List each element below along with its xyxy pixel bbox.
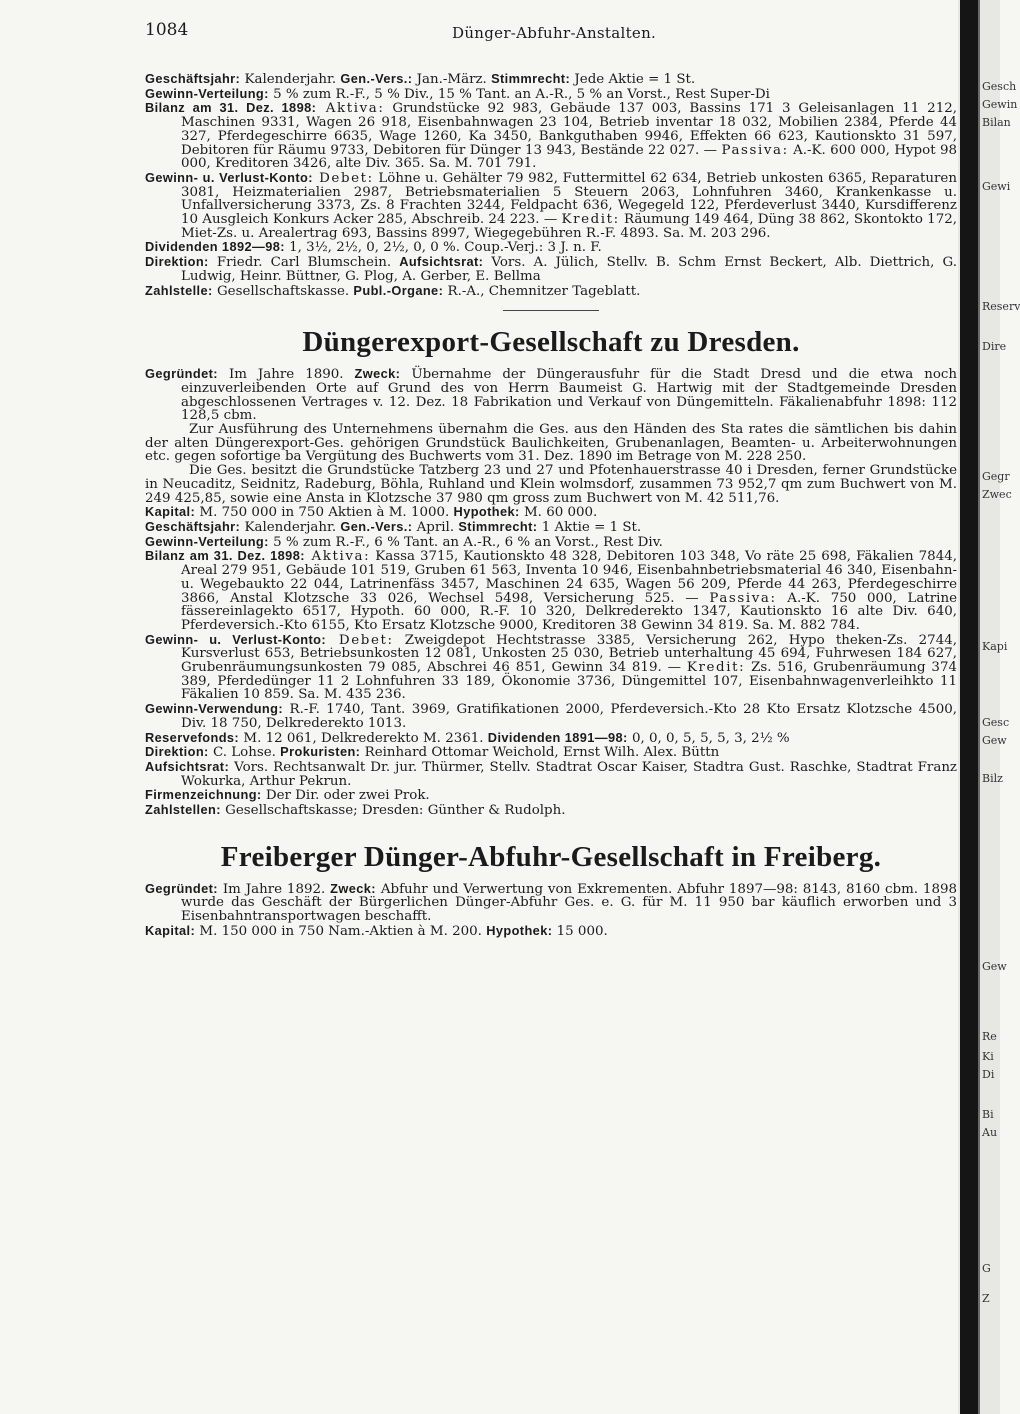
facing-page-fragment: Dire <box>982 340 1007 353</box>
binding-edge <box>958 0 1020 1414</box>
facing-page-fragment: Gew <box>982 960 1007 973</box>
entry-direktion-2: Direktion: C. Lohse. Prokuristen: Reinhard Ottomar Weichold, Ernst Wilh. Alex. Büttn <box>145 744 720 761</box>
facing-page-fragment: Di <box>982 1068 995 1081</box>
company-title-dresden: Düngerexport-Gesellschaft zu Dresden. <box>302 326 800 359</box>
page-content <box>145 72 957 939</box>
facing-page-fragment: Re <box>982 1030 997 1043</box>
facing-page-fragment: Z <box>982 1292 990 1305</box>
entry-direktion-1: Direktion: Friedr. Carl Blumschein. Aufsichtsrat: Vors. A. Jülich, Stellv. B. Schm Ernst Beckert, Alb. Diettrich, G. Ludwig, Heinr. Büttner, G. Plog, A. Gerber, E. Bellma <box>145 254 958 284</box>
facing-page-fragment: Gewin <box>982 98 1018 111</box>
company-title-freiberg: Freiberger Dünger-Abfuhr-Gesellschaft in Freiberg. <box>220 840 882 873</box>
facing-page-fragment: Gesch <box>982 80 1017 93</box>
entry-gewinn-verwendung-2: Gewinn-Verwendung: R.-F. 1740, Tant. 3969, Gratifikationen 2000, Pferdeversich.-Kto 28 Kto Ersatz Klotzsche 4500, Div. 18 750, Delkrederekto 1013. <box>145 701 957 731</box>
entry-bilanz-2: Bilanz am 31. Dez. 1898: Aktiva: Kassa 3715, Kautionskto 48 328, Debitoren 103 348, Vo räte 25 698, Fäkalien 7844, Areal 279 951, Gebäude 101 519, Gruben 61 563, Inventa 10 946, Eisenbahnbetriebsmaterial 46 340, Eisenbahn- u. Wegebaukto 22 044, Latrinenfäss 3457, Maschinen 24 635, Wagen 56 209, Pferde 44 263, Pferdegeschirre 3866, Anstal Klotzsche 33 026, Wechsel 5498, Versicherung 525. — Passiva: A.-K. 750 000, Latrine fässereinlagekto 6517, Hypoth. 60 000, R.-F. 10 320, Delkrederekto 1347, Kautionskto 16 alte Div. 640, Pferdeversich.-Kto 6155, Kto Ersatz Klotzsche 9000, Kreditoren 38 Gewinn 34 819. Sa. M. 882 784. <box>145 548 957 633</box>
entry-kapital-3: Kapital: M. 150 000 in 750 Nam.-Aktien à M. 200. Hypothek: 15 000. <box>145 922 608 939</box>
facing-page-fragment: Gew <box>982 734 1007 747</box>
entry-reservefonds-2: Reservefonds: M. 12 061, Delkrederekto M. 2361. Dividenden 1891—98: 0, 0, 0, 5, 5, 5, 3, 2½ % <box>145 729 790 746</box>
entry-gewinn-verlust-1: Gewinn- u. Verlust-Konto: Debet: Löhne u. Gehälter 79 982, Futtermittel 62 634, Betrieb unkosten 6365, Reparaturen 3081, Heizmaterialien 2987, Betriebsmaterialien 5 Steuern 2063, Lohnfuhren 3460, Krankenkasse u. Unfallversicherung 3373, Zs. 8 Frachten 3244, Feldpacht 636, Wegegeld 122, Pferdeverlust 3440, Kursdifferenz 10 Ausgleich Konkurs Acker 285, Abschreib. 24 223. — Kredit: Räumung 149 464, Düng 38 862, Skontokto 172, Miet-Zs. u. Arealertrag 693, Bassins 8997, Wiegegebühren R.-F. 4893. Sa. M. 203 296. <box>145 169 957 241</box>
entry-gewinn-verteilung-2: Gewinn-Verteilung: 5 % zum R.-F., 6 % Tant. an A.-R., 6 % an Vorst., Rest Div. <box>145 533 663 550</box>
facing-page-fragment: Zwec <box>982 488 1012 501</box>
entry-bilanz-1: Bilanz am 31. Dez. 1898: Aktiva: Grundstücke 92 983, Gebäude 137 003, Bassins 171 3 Geleisanlagen 11 212, Maschinen 9331, Wagen 26 918, Eisenbahnwagen 23 104, Betrieb inventar 18 032, Mobilien 2384, Pferde 44 327, Pferdegeschirre 6635, Wage 1260, Ka 3450, Bankguthaben 9946, Effekten 66 623, Kautionskto 31 597, Debitoren für Räumu 9733, Debitoren für Dünger 13 943, Bestände 22 027. — Passiva: A.-K. 600 000, Hypot 98 000, Kreditoren 3426, alte Div. 365. Sa. M. 701 791. <box>145 100 957 172</box>
entry-gewinn-verteilung-1: Gewinn-Verteilung: 5 % zum R.-F., 5 % Div., 15 % Tant. an A.-R., 5 % an Vorst., Rest Super-Di <box>145 85 770 102</box>
facing-page-fragment: Kapi <box>982 640 1008 653</box>
entry-kapital-2: Kapital: M. 750 000 in 750 Aktien à M. 1000. Hypothek: M. 60 000. <box>145 504 598 521</box>
binding-edge-line <box>978 0 980 1414</box>
binding-shadow-bar <box>960 0 978 1414</box>
facing-page-fragment: Gesc <box>982 716 1010 729</box>
page-number: 1084 <box>145 20 189 40</box>
facing-page-fragment: Bilz <box>982 772 1003 785</box>
entry-geschaeftsjahr-2: Geschäftsjahr: Kalenderjahr. Gen.-Vers.: April. Stimmrecht: 1 Aktie = 1 St. <box>145 518 642 535</box>
entry-gewinn-verlust-2: Gewinn- u. Verlust-Konto: Debet: Zweigdepot Hechtstrasse 3385, Versicherung 262, Hypo theken-Zs. 2744, Kursverlust 653, Betriebsunkosten 12 081, Unkosten 25 030, Betrieb unterhaltung 45 694, Fuhrwesen 184 627, Grubenräumungsunkosten 79 085, Abschrei 46 851, Gewinn 34 819. — Kredit: Zs. 516, Grubenräumung 374 389, Pferdedünger 11 2 Lohnfuhren 33 189, Ökonomie 3736, Düngemittel 107, Eisenbahnwagenverleihkto 11 Fäkalien 10 859. Sa. M. 435 236. <box>145 631 957 703</box>
running-title: Dünger-Abfuhr-Anstalten. <box>452 24 657 42</box>
facing-page-fragment: G <box>982 1262 991 1275</box>
entry-gegruendet-3: Gegründet: Im Jahre 1892. Zweck: Abfuhr und Verwertung von Exkrementen. Abfuhr 1897—98: 8143, 8160 cbm. 1898 wurde das Geschäft der Bürgerlichen Dünger-Abfuhr Ges. e. G. für M. 11 950 bar käuflich erworben und 3 Eisenbahntransportwagen beschafft. <box>145 880 957 925</box>
facing-page-fragment: Bilan <box>982 116 1011 129</box>
entry-paragraph-grundstuecke: Die Ges. besitzt die Grundstücke Tatzberg 23 und 27 und Pfotenhauerstrasse 40 i Dresden, ferner Grundstücke in Neucaditz, Seidnitz, Radeburg, Böhla, Ruhland und Klein wolmsdorf, zusammen 73 952,7 qm zum Buchwert von M. 249 425,85, sowie eine Ansta in Klotzsche 37 980 qm gross zum Buchwert von M. 42 511,76. <box>145 463 957 506</box>
facing-page-fragment: Gewi <box>982 180 1011 193</box>
entry-firmenzeichnung-2: Firmenzeichnung: Der Dir. oder zwei Prok. <box>145 787 430 804</box>
entry-aufsichtsrat-2: Aufsichtsrat: Vors. Rechtsanwalt Dr. jur. Thürmer, Stellv. Stadtrat Oscar Kaiser, Stadtra Gust. Raschke, Stadtrat Franz Wokurka, Arthur Pekrun. <box>145 758 957 789</box>
facing-page-fragment: Au <box>982 1126 998 1139</box>
facing-page-fragment: Reserv <box>982 300 1020 313</box>
entry-dividenden-1: Dividenden 1892—98: 1, 3½, 2½, 0, 2½, 0, 0 %. Coup.-Verj.: 3 J. n. F. <box>145 239 602 256</box>
entry-zahlstelle-1: Zahlstelle: Gesellschaftskasse. Publ.-Organe: R.-A., Chemnitzer Tageblatt. <box>145 282 641 299</box>
entry-paragraph-ausfuehrung: Zur Ausführung des Unternehmens übernahm die Ges. aus den Händen des Sta rates die sämtlichen bis dahin der alten Düngerexport-Ges. gehörigen Grundstück Baulichkeiten, Grubenanlagen, Beamten- u. Arbeiterwohnungen etc. gegen sofortige ba Vergütung des Buchwerts vom 31. Dez. 1890 im Betrage von M. 228 250. <box>145 422 957 465</box>
facing-page-fragment: Bi <box>982 1108 994 1121</box>
facing-page-fragment: Gegr <box>982 470 1010 483</box>
entry-geschaeftsjahr-1: Geschäftsjahr: Kalenderjahr. Gen.-Vers.: Jan.-März. Stimmrecht: Jede Aktie = 1 St. <box>145 71 696 87</box>
section-divider <box>503 310 599 311</box>
entry-zahlstellen-2: Zahlstellen: Gesellschaftskasse; Dresden: Günther & Rudolph. <box>145 802 566 819</box>
entry-gegruendet-2: Gegründet: Im Jahre 1890. Zweck: Übernahme der Düngerausfuhr für die Stadt Dresd und die etwa noch einzuverleibenden Orte auf Grund des von Herrn Baumeist G. Hartwig mit der Stadtgemeinde Dresden abgeschlossenen Vertrages v. 12. Dez. 18 Fabrikation und Verkauf von Düngemitteln. Fäkalienabfuhr 1898: 112 128,5 cbm. <box>145 366 958 424</box>
facing-page-fragment: Ki <box>982 1050 994 1063</box>
